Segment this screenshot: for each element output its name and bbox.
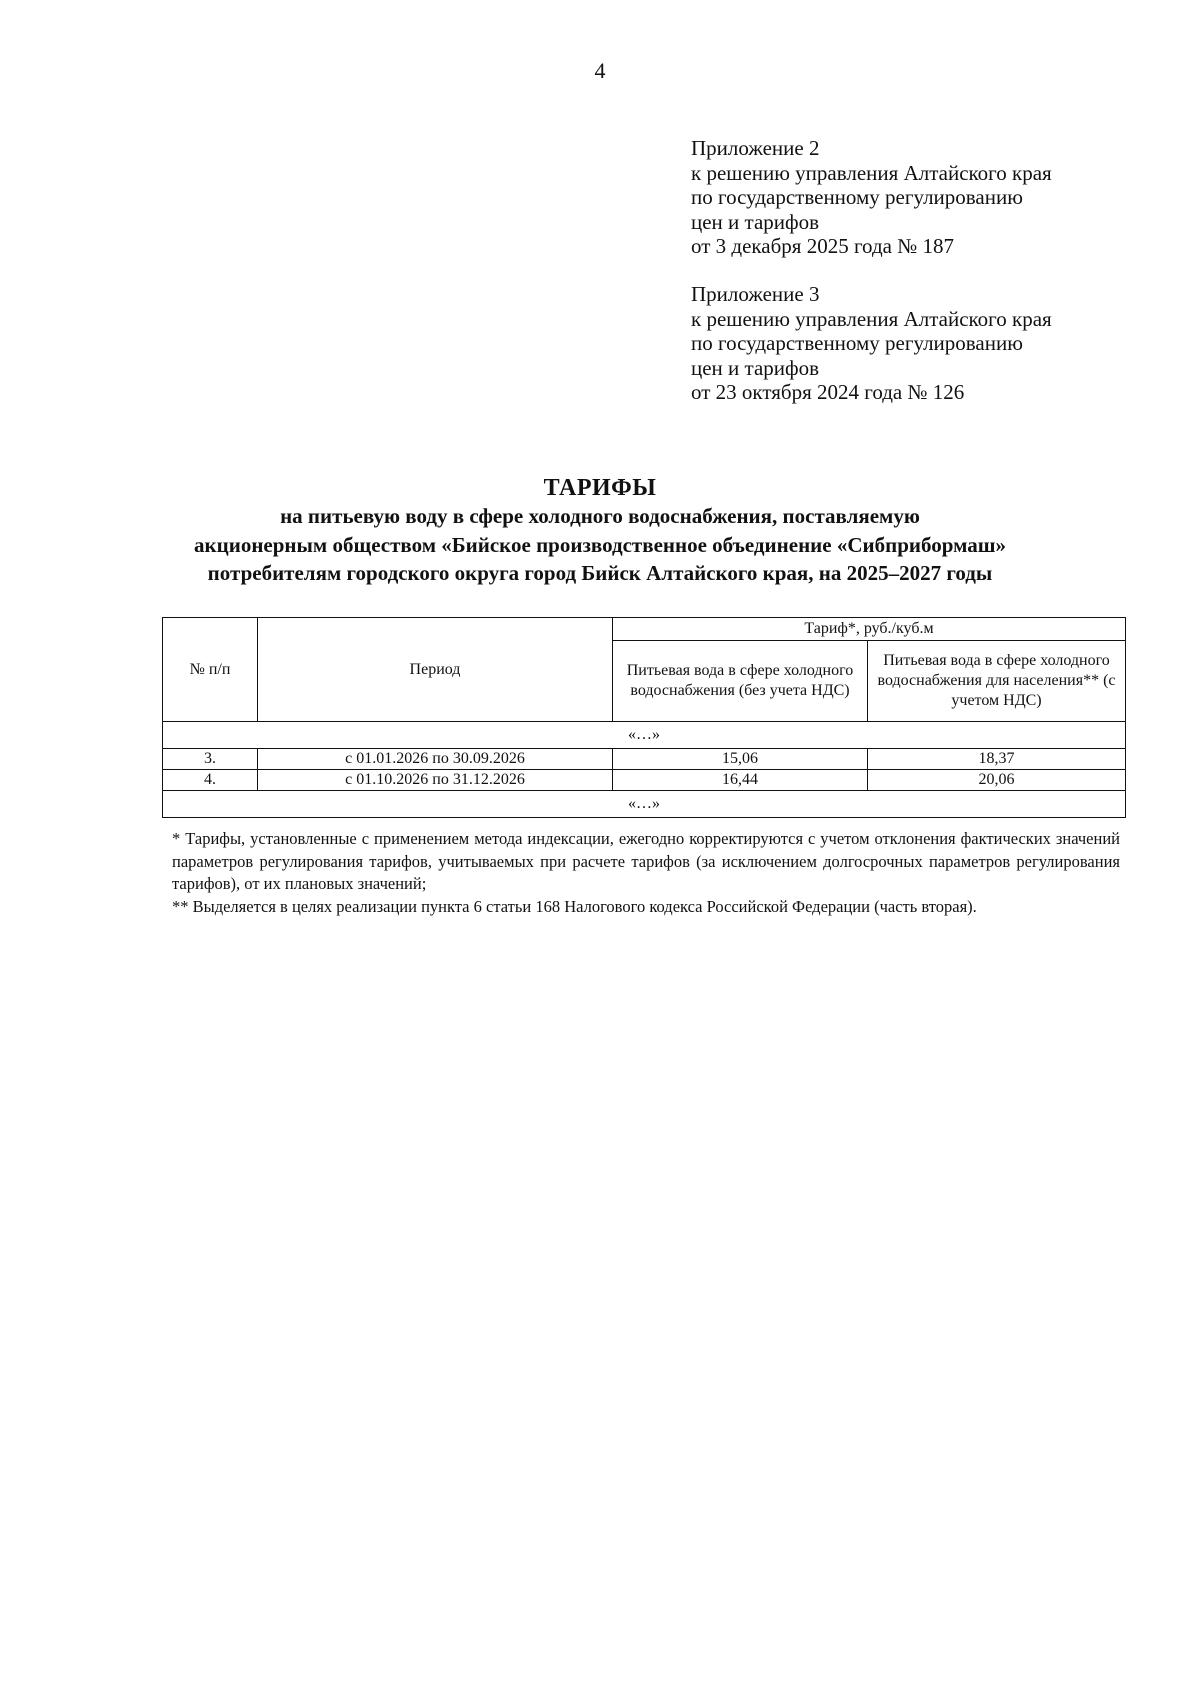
appendix-2-line: от 3 декабря 2025 года № 187 xyxy=(691,234,954,258)
document-title: ТАРИФЫ xyxy=(543,475,657,501)
ellipsis-cell: «…» xyxy=(163,722,1126,749)
appendix-3-line: по государственному регулированию xyxy=(691,331,1023,355)
subtitle-line: на питьевую воду в сфере холодного водоснабжения, поставляемую xyxy=(280,504,920,528)
header-tariff-population-text: Питьевая вода в сфере холодного водоснабжения для населения** (с учетом НДС) xyxy=(877,652,1116,709)
cell-tariff-no-vat: 16,44 xyxy=(613,770,868,791)
appendix-3-line: к решению управления Алтайского края xyxy=(691,306,1052,331)
table-row-ellipsis xyxy=(163,791,1126,818)
cell-period: с 01.10.2026 по 31.12.2026 xyxy=(258,770,613,791)
header-tariff-population xyxy=(868,641,1126,722)
document-subtitle xyxy=(100,502,1100,588)
ellipsis-cell: «…» xyxy=(163,791,1126,818)
table-row-ellipsis xyxy=(163,722,1126,749)
appendix-3-line: цен и тарифов xyxy=(691,355,820,380)
footnotes xyxy=(172,828,1120,918)
cell-num: 3. xyxy=(163,749,258,770)
appendix-2-line: к решению управления Алтайского края xyxy=(691,160,1052,185)
footnote-2: ** Выделяется в целях реализации пункта 6 статьи 168 Налогового кодекса Российской Федерации (часть вторая). xyxy=(172,896,977,916)
subtitle-line: акционерным обществом «Бийское производственное объединение «Сибприбормаш» xyxy=(194,532,1006,557)
table-row xyxy=(163,749,1126,770)
page-number: 4 xyxy=(594,58,606,83)
cell-tariff-no-vat: 15,06 xyxy=(613,749,868,770)
appendix-2-block xyxy=(691,136,1052,259)
cell-tariff-population: 20,06 xyxy=(868,770,1126,791)
header-period: Период xyxy=(258,618,613,722)
document-title-block xyxy=(100,474,1100,588)
tariff-table xyxy=(162,617,1126,818)
appendix-2-line: по государственному регулированию xyxy=(691,185,1023,209)
appendix-3-line: от 23 октября 2024 года № 126 xyxy=(691,380,965,404)
table-row xyxy=(163,770,1126,791)
appendix-3-line: Приложение 3 xyxy=(691,282,820,306)
header-tariff-no-vat-text: Питьевая вода в сфере холодного водоснабжения (без учета НДС) xyxy=(626,662,854,699)
appendix-2-line: Приложение 2 xyxy=(691,136,820,160)
appendix-3-block xyxy=(691,282,1052,405)
header-tariff-group: Тариф*, руб./куб.м xyxy=(613,618,1126,641)
cell-num: 4. xyxy=(163,770,258,791)
header-tariff-no-vat xyxy=(613,641,868,722)
subtitle-line: потребителям городского округа город Бийск Алтайского края, на 2025–2027 годы xyxy=(207,561,993,585)
cell-tariff-population: 18,37 xyxy=(868,749,1126,770)
header-num: № п/п xyxy=(163,618,258,722)
appendix-2-line: цен и тарифов xyxy=(691,209,820,234)
cell-period: с 01.01.2026 по 30.09.2026 xyxy=(258,749,613,770)
footnote-1: * Тарифы, установленные с применением метода индексации, ежегодно корректируются с учетом отклонения фактических значений параметров регулирования тарифов, учитываемых при расчете тарифов (за исключением долгосрочных параметров регулирования тарифов), от их плановых значений; xyxy=(172,829,1120,893)
